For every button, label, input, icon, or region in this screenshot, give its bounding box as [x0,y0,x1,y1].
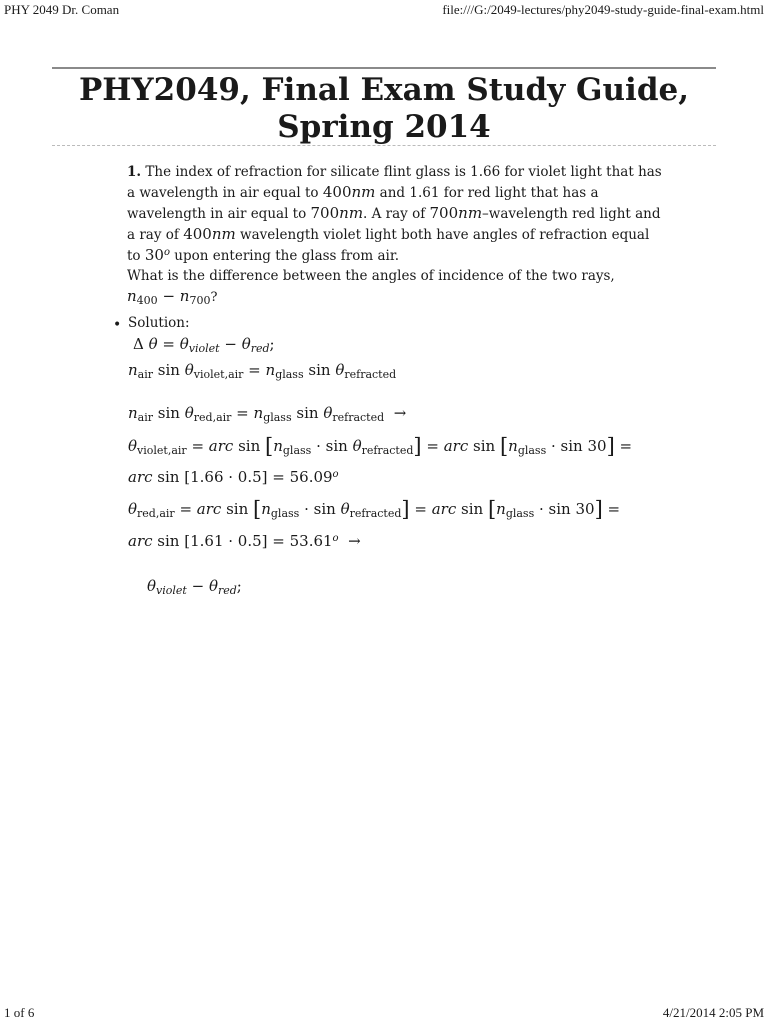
equation-difference: $\theta_{violet} - \theta_{red}$; [147,577,242,597]
equation-result-red: arc $\sin [1.61 \cdot 0.5] = 53.61^o$ → [128,532,361,550]
page-header-title: PHY 2049 Dr. Coman [4,2,120,17]
equation-theta-violet: $\theta_{violet,air}$ = arc $\sin [n_{glass} \cdot \sin \theta_{refracted}]$ = arc $\sin [n_{glass} \cdot \sin 30]$ = [128,434,633,458]
problem-statement: 1. The index of refraction for silicate flint glass is 1.66 for violet light that has a wavelength in air equal to 400nm and 1.61 for red light that has a wavelength in air equal to 700nm. A ray of 700nm–wavelength red light and a ray of 400nm wavelength violet light both have angles of refraction equal to 30$^o$ upon entering the glass from air. [127,164,662,264]
problem-text [127,162,667,308]
problem-number: 1. [127,164,142,180]
problem-question-expr: $n_{400} - n_{700}$? [127,287,218,307]
page-header-url: file:///G:/2049-lectures/phy2049-study-guide-final-exam.html [442,2,764,17]
equation-snell-violet: $n_{air}$ $\sin \theta_{violet,air} = n_{glass}$ $\sin \theta_{refracted}$ [128,361,397,381]
page-counter: 1 of 6 [4,1005,35,1020]
bullet-icon: • [113,317,122,333]
equation-snell-red: $n_{air}$ $\sin \theta_{red,air} = n_{glass}$ $\sin \theta_{refracted}$ → [128,404,407,424]
top-rule [52,67,716,69]
problem-question: What is the difference between the angles of incidence of the two rays, [127,268,615,284]
solution-label: Solution: [128,315,190,331]
print-timestamp: 4/21/2014 2:05 PM [662,1005,764,1020]
equation-theta-red: $\theta_{red,air}$ = arc $\sin [n_{glass} \cdot \sin \theta_{refracted}]$ = arc $\sin [n_{glass} \cdot \sin 30]$ = [128,497,621,521]
title-line-1: PHY2049, Final Exam Study Guide, [78,72,690,108]
title-line-2: Spring 2014 [277,109,491,145]
equation-delta-theta: Δ $\theta = \theta_{violet} - \theta_{red}$; [133,335,275,355]
page-title [52,72,716,146]
title-divider [52,145,716,146]
equation-result-violet: arc $\sin [1.66 \cdot 0.5] = 56.09^o$ [128,468,339,486]
